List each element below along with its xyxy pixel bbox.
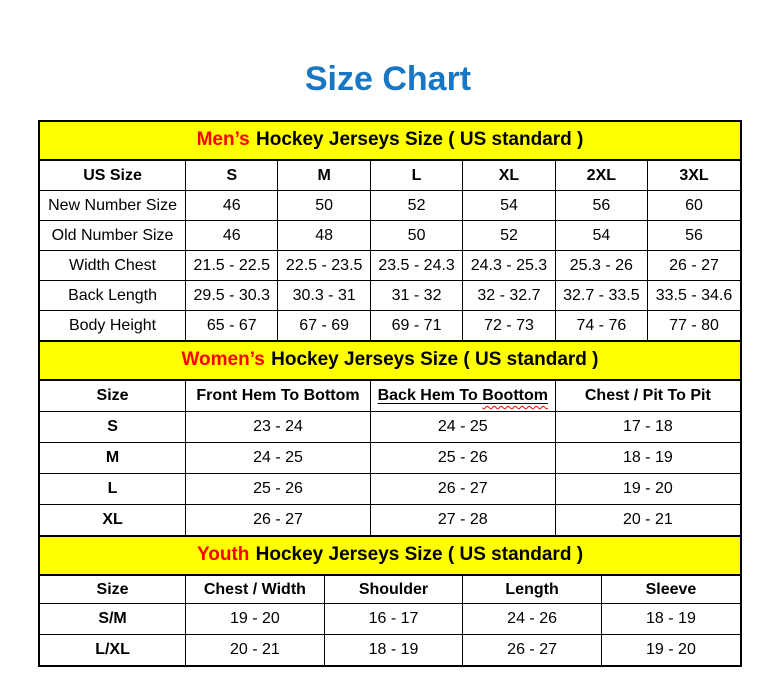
misspelled-word: Boottom — [482, 387, 548, 404]
underlined-header-text: Back Hem To Boottom — [377, 387, 548, 404]
size-cell: 24.3 - 25.3 — [463, 251, 555, 281]
column-header: Size — [40, 381, 186, 412]
mens-banner — [40, 122, 740, 161]
size-cell: 25 - 26 — [186, 474, 371, 505]
size-cell: 25.3 - 26 — [555, 251, 647, 281]
row-label: S — [40, 412, 186, 443]
column-header: Chest / Pit To Pit — [555, 381, 740, 412]
column-header: S — [186, 161, 278, 191]
womens-banner-highlight: Women’s — [181, 349, 265, 370]
row-label: L/XL — [40, 635, 186, 666]
size-cell: 26 - 27 — [648, 251, 740, 281]
womens-banner-text: Hockey Jerseys Size ( US standard ) — [271, 349, 599, 370]
youth-banner — [40, 535, 740, 576]
womens-banner — [40, 340, 740, 381]
row-label: Width Chest — [40, 251, 186, 281]
size-cell: 65 - 67 — [186, 311, 278, 341]
column-header: US Size — [40, 161, 186, 191]
size-cell: 24 - 26 — [463, 604, 602, 635]
size-cell: 56 — [648, 221, 740, 251]
table-row — [40, 251, 740, 281]
mens-section — [40, 122, 740, 340]
column-header — [370, 381, 555, 412]
size-cell: 19 - 20 — [555, 474, 740, 505]
size-cell: 24 - 25 — [186, 443, 371, 474]
size-cell: 18 - 19 — [324, 635, 463, 666]
column-header: Length — [463, 576, 602, 604]
size-cell: 23.5 - 24.3 — [370, 251, 462, 281]
size-cell: 32.7 - 33.5 — [555, 281, 647, 311]
size-cell: 26 - 27 — [370, 474, 555, 505]
column-header: L — [370, 161, 462, 191]
size-cell: 67 - 69 — [278, 311, 370, 341]
size-cell: 20 - 21 — [186, 635, 325, 666]
table-row — [40, 505, 740, 536]
row-label: Body Height — [40, 311, 186, 341]
table-row — [40, 443, 740, 474]
column-header: 3XL — [648, 161, 740, 191]
size-cell: 56 — [555, 191, 647, 221]
header-row — [40, 161, 740, 191]
size-cell: 26 - 27 — [463, 635, 602, 666]
size-cell: 26 - 27 — [186, 505, 371, 536]
table-row — [40, 191, 740, 221]
header-row — [40, 381, 740, 412]
size-cell: 60 — [648, 191, 740, 221]
column-header: XL — [463, 161, 555, 191]
size-cell: 23 - 24 — [186, 412, 371, 443]
size-cell: 46 — [186, 191, 278, 221]
size-cell: 18 - 19 — [601, 604, 740, 635]
header-row — [40, 576, 740, 604]
size-cell: 19 - 20 — [601, 635, 740, 666]
mens-size-table — [40, 161, 740, 340]
size-cell: 29.5 - 30.3 — [186, 281, 278, 311]
row-label: S/M — [40, 604, 186, 635]
size-cell: 22.5 - 23.5 — [278, 251, 370, 281]
size-cell: 52 — [463, 221, 555, 251]
size-cell: 31 - 32 — [370, 281, 462, 311]
table-row — [40, 635, 740, 666]
youth-banner-highlight: Youth — [196, 544, 250, 565]
size-cell: 74 - 76 — [555, 311, 647, 341]
column-header: M — [278, 161, 370, 191]
column-header: Front Hem To Bottom — [186, 381, 371, 412]
row-label: M — [40, 443, 186, 474]
size-cell: 16 - 17 — [324, 604, 463, 635]
table-row — [40, 311, 740, 341]
size-cell: 30.3 - 31 — [278, 281, 370, 311]
page-title: Size Chart — [304, 60, 472, 98]
size-cell: 77 - 80 — [648, 311, 740, 341]
table-row — [40, 604, 740, 635]
size-cell: 54 — [463, 191, 555, 221]
size-cell: 17 - 18 — [555, 412, 740, 443]
size-cell: 21.5 - 22.5 — [186, 251, 278, 281]
size-cell: 72 - 73 — [463, 311, 555, 341]
size-cell: 52 — [370, 191, 462, 221]
column-header: Sleeve — [601, 576, 740, 604]
size-chart — [38, 120, 742, 667]
size-cell: 54 — [555, 221, 647, 251]
mens-banner-text: Hockey Jerseys Size ( US standard ) — [256, 129, 584, 150]
row-label: New Number Size — [40, 191, 186, 221]
size-cell: 48 — [278, 221, 370, 251]
row-label: XL — [40, 505, 186, 536]
column-header: 2XL — [555, 161, 647, 191]
table-row — [40, 281, 740, 311]
youth-size-table — [40, 576, 740, 665]
size-cell: 69 - 71 — [370, 311, 462, 341]
size-cell: 19 - 20 — [186, 604, 325, 635]
table-row — [40, 474, 740, 505]
mens-banner-highlight: Men’s — [196, 129, 250, 150]
table-row — [40, 412, 740, 443]
youth-banner-text: Hockey Jerseys Size ( US standard ) — [255, 544, 584, 565]
table-row — [40, 221, 740, 251]
womens-section — [40, 340, 740, 535]
womens-size-table — [40, 381, 740, 535]
size-cell: 20 - 21 — [555, 505, 740, 536]
size-cell: 24 - 25 — [370, 412, 555, 443]
size-cell: 33.5 - 34.6 — [648, 281, 740, 311]
size-cell: 25 - 26 — [370, 443, 555, 474]
size-cell: 50 — [278, 191, 370, 221]
size-cell: 27 - 28 — [370, 505, 555, 536]
size-cell: 18 - 19 — [555, 443, 740, 474]
column-header: Chest / Width — [186, 576, 325, 604]
size-cell: 46 — [186, 221, 278, 251]
row-label: L — [40, 474, 186, 505]
size-cell: 50 — [370, 221, 462, 251]
row-label: Old Number Size — [40, 221, 186, 251]
column-header: Size — [40, 576, 186, 604]
size-cell: 32 - 32.7 — [463, 281, 555, 311]
row-label: Back Length — [40, 281, 186, 311]
column-header: Shoulder — [324, 576, 463, 604]
youth-section — [40, 535, 740, 665]
